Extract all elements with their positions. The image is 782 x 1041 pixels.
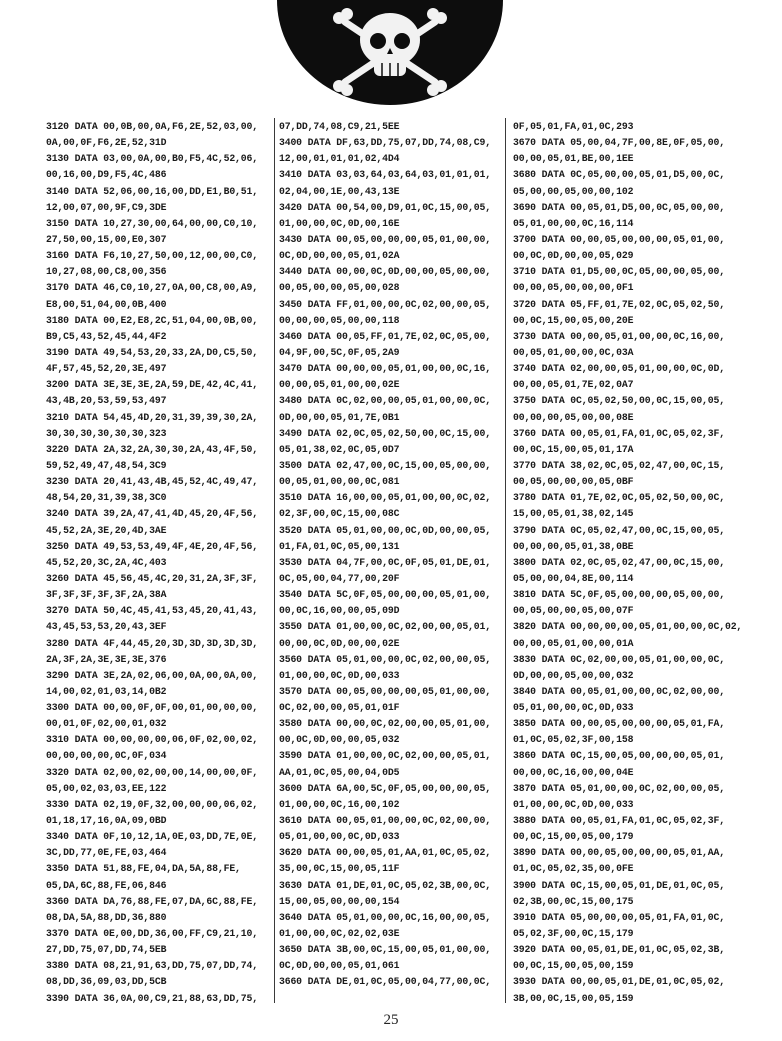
basic-data-line: 3850 DATA 00,00,05,00,00,00,05,01,FA,	[513, 718, 725, 730]
basic-data-line: 05,02,3F,00,0C,15,179	[513, 928, 634, 940]
basic-data-line: 3260 DATA 45,56,45,4C,20,31,2A,3F,3F,	[46, 572, 258, 584]
basic-data-line: 04,9F,00,5C,0F,05,2A9	[279, 346, 400, 358]
basic-data-line: 00,00,00,05,00,00,118	[279, 314, 400, 326]
basic-data-line: 05,00,00,05,00,00,102	[513, 185, 634, 197]
basic-data-line: 00,05,01,00,00,0C,081	[279, 476, 400, 488]
basic-data-line: 4F,57,45,52,20,3E,497	[46, 363, 167, 375]
basic-data-line: 00,05,01,00,00,0C,03A	[513, 346, 634, 358]
basic-data-line: 45,52,2A,3E,20,4D,3AE	[46, 524, 167, 536]
basic-data-line: 3240 DATA 39,2A,47,41,4D,45,20,4F,56,	[46, 508, 258, 520]
basic-data-line: 3790 DATA 0C,05,02,47,00,0C,15,00,05,	[513, 524, 725, 536]
basic-data-line: 3770 DATA 38,02,0C,05,02,47,00,0C,15,	[513, 459, 725, 471]
basic-data-line: 00,0C,15,00,05,00,179	[513, 831, 634, 843]
basic-data-line: E8,00,51,04,00,0B,400	[46, 298, 167, 310]
basic-data-line: 10,27,08,00,C8,00,356	[46, 266, 167, 278]
basic-data-line: 3690 DATA 00,05,01,D5,00,0C,05,00,00,	[513, 201, 725, 213]
basic-data-line: 3600 DATA 6A,00,5C,0F,05,00,00,00,05,	[279, 782, 491, 794]
basic-data-line: 48,54,20,31,39,38,3C0	[46, 492, 167, 504]
basic-data-line: 0D,00,00,05,00,00,032	[513, 669, 634, 681]
basic-data-line: 14,00,02,01,03,14,0B2	[46, 685, 167, 697]
basic-data-line: 3650 DATA 3B,00,0C,15,00,05,01,00,00,	[279, 944, 491, 956]
basic-data-line: 3150 DATA 10,27,30,00,64,00,00,C0,10,	[46, 217, 258, 229]
basic-data-line: 3800 DATA 02,0C,05,02,47,00,0C,15,00,	[513, 556, 725, 568]
basic-data-line: 3C,DD,77,0E,FE,03,464	[46, 847, 167, 859]
basic-data-line: 00,0C,0D,00,00,05,032	[279, 734, 400, 746]
basic-data-line: 0C,0D,00,00,05,01,061	[279, 960, 400, 972]
basic-data-line: 01,00,00,0C,0D,00,033	[513, 798, 634, 810]
basic-data-line: 3250 DATA 49,53,53,49,4F,4E,20,4F,56,	[46, 540, 258, 552]
basic-data-line: 3340 DATA 0F,10,12,1A,0E,03,DD,7E,0E,	[46, 831, 258, 843]
basic-data-line: 01,00,00,0C,0D,00,16E	[279, 217, 400, 229]
basic-data-line: 3660 DATA DE,01,0C,05,00,04,77,00,0C,	[279, 976, 491, 988]
basic-data-line: 3550 DATA 01,00,00,0C,02,00,00,05,01,	[279, 621, 491, 633]
listing-column-1	[46, 119, 271, 1007]
basic-data-line: 00,16,00,D9,F5,4C,486	[46, 169, 167, 181]
basic-data-line: 15,00,05,00,00,00,154	[279, 895, 400, 907]
basic-data-line: 05,01,00,00,0C,0D,033	[513, 702, 634, 714]
basic-data-line: 3420 DATA 00,54,00,D9,01,0C,15,00,05,	[279, 201, 491, 213]
basic-data-line: 3B,00,0C,15,00,05,159	[513, 992, 634, 1004]
basic-data-line: 3300 DATA 00,00,0F,0F,00,01,00,00,00,	[46, 702, 258, 714]
basic-data-line: 3580 DATA 00,00,0C,02,00,00,05,01,00,	[279, 718, 491, 730]
basic-data-line: 3920 DATA 00,05,01,DE,01,0C,05,02,3B,	[513, 944, 725, 956]
basic-data-line: 3820 DATA 00,00,00,00,05,01,00,00,0C,02,	[513, 621, 743, 633]
basic-data-line: 3170 DATA 46,C0,10,27,0A,00,C8,00,A9,	[46, 282, 258, 294]
basic-data-line: 3220 DATA 2A,32,2A,30,30,2A,43,4F,50,	[46, 443, 258, 455]
basic-data-line: 3310 DATA 00,00,00,00,06,0F,02,00,02,	[46, 734, 258, 746]
basic-data-line: 3460 DATA 00,05,FF,01,7E,02,0C,05,00,	[279, 330, 491, 342]
basic-data-line: 3840 DATA 00,05,01,00,00,0C,02,00,00,	[513, 685, 725, 697]
basic-data-line: 3280 DATA 4F,44,45,20,3D,3D,3D,3D,3D,	[46, 637, 258, 649]
basic-data-line: 3740 DATA 02,00,00,05,01,00,00,0C,0D,	[513, 363, 725, 375]
basic-data-line: 59,52,49,47,48,54,3C9	[46, 459, 167, 471]
basic-data-line: 3350 DATA 51,88,FE,04,DA,5A,88,FE,	[46, 863, 241, 875]
basic-data-line: 2A,3F,2A,3E,3E,3E,376	[46, 653, 167, 665]
basic-data-line: 3930 DATA 00,00,05,01,DE,01,0C,05,02,	[513, 976, 725, 988]
basic-data-line: 01,00,00,0C,0D,00,033	[279, 669, 400, 681]
basic-data-line: 30,30,30,30,30,30,323	[46, 427, 167, 439]
basic-data-line: 3320 DATA 02,00,02,00,00,14,00,00,0F,	[46, 766, 258, 778]
basic-data-line: 3200 DATA 3E,3E,3E,2A,59,DE,42,4C,41,	[46, 379, 258, 391]
basic-data-line: 00,0C,15,00,05,00,20E	[513, 314, 634, 326]
basic-data-line: 0D,00,00,05,01,7E,0B1	[279, 411, 400, 423]
basic-data-line: 01,0C,05,02,3F,00,158	[513, 734, 634, 746]
basic-data-line: 08,DD,36,09,03,DD,5CB	[46, 976, 167, 988]
basic-data-line: 3230 DATA 20,41,43,4B,45,52,4C,49,47,	[46, 476, 258, 488]
basic-data-line: 00,05,00,00,05,00,07F	[513, 605, 634, 617]
basic-data-line: 3560 DATA 05,01,00,00,0C,02,00,00,05,	[279, 653, 491, 665]
basic-data-line: 27,50,00,15,00,E0,307	[46, 233, 167, 245]
basic-data-line: 3450 DATA FF,01,00,00,0C,02,00,00,05,	[279, 298, 491, 310]
basic-data-line: 3710 DATA 01,D5,00,0C,05,00,00,05,00,	[513, 266, 725, 278]
listing-column-2	[279, 119, 497, 991]
basic-data-line: 3120 DATA 00,0B,00,0A,F6,2E,52,03,00,	[46, 121, 258, 132]
basic-data-line: 00,05,00,00,05,00,028	[279, 282, 400, 294]
basic-data-line: 00,00,00,00,0C,0F,034	[46, 750, 167, 762]
basic-data-line: 15,00,05,01,38,02,145	[513, 508, 634, 520]
basic-data-line: 3520 DATA 05,01,00,00,0C,0D,00,00,05,	[279, 524, 491, 536]
basic-data-line: 3590 DATA 01,00,00,0C,02,00,00,05,01,	[279, 750, 491, 762]
basic-data-line: 43,4B,20,53,59,53,497	[46, 395, 167, 407]
basic-data-line: 3870 DATA 05,01,00,00,0C,02,00,00,05,	[513, 782, 725, 794]
basic-data-line: 00,0C,15,00,05,01,17A	[513, 443, 634, 455]
basic-data-line: 3760 DATA 00,05,01,FA,01,0C,05,02,3F,	[513, 427, 725, 439]
basic-data-line: 02,3F,00,0C,15,00,08C	[279, 508, 400, 520]
basic-data-line: 35,00,0C,15,00,05,11F	[279, 863, 400, 875]
basic-data-line: 01,FA,01,0C,05,00,131	[279, 540, 400, 552]
basic-data-line: 43,45,53,53,20,43,3EF	[46, 621, 167, 633]
basic-data-line: 3400 DATA DF,63,DD,75,07,DD,74,08,C9,	[279, 137, 491, 149]
basic-data-line: 01,0C,05,02,35,00,0FE	[513, 863, 634, 875]
basic-data-line: 3900 DATA 0C,15,00,05,01,DE,01,0C,05,	[513, 879, 725, 891]
basic-data-line: 3530 DATA 04,7F,00,0C,0F,05,01,DE,01,	[279, 556, 491, 568]
basic-data-line: 3610 DATA 00,05,01,00,00,0C,02,00,00,	[279, 815, 491, 827]
basic-data-line: 3910 DATA 05,00,00,00,05,01,FA,01,0C,	[513, 911, 725, 923]
basic-data-line: 07,DD,74,08,C9,21,5EE	[279, 121, 400, 132]
basic-data-line: 12,00,01,01,01,02,4D4	[279, 153, 400, 165]
basic-data-line: AA,01,0C,05,00,04,0D5	[279, 766, 400, 778]
basic-data-line: 00,0C,0D,00,00,05,029	[513, 250, 634, 262]
column-divider	[274, 118, 275, 1003]
basic-data-line: 3810 DATA 5C,0F,05,00,00,00,05,00,00,	[513, 589, 725, 601]
column-divider	[505, 118, 506, 1003]
basic-data-line: 05,01,00,00,0C,16,114	[513, 217, 634, 229]
basic-data-line: 01,18,17,16,0A,09,0BD	[46, 815, 167, 827]
basic-data-line: 00,0C,16,00,00,05,09D	[279, 605, 400, 617]
basic-data-line: 00,00,0C,0D,00,00,02E	[279, 637, 400, 649]
basic-data-line: 27,DD,75,07,DD,74,5EB	[46, 944, 167, 956]
listing-column-3	[513, 119, 743, 1007]
basic-data-line: 00,00,05,00,00,00,0F1	[513, 282, 634, 294]
basic-data-line: 3880 DATA 00,05,01,FA,01,0C,05,02,3F,	[513, 815, 725, 827]
basic-data-line: 01,00,00,0C,02,02,03E	[279, 928, 400, 940]
basic-data-line: 3540 DATA 5C,0F,05,00,00,00,05,01,00,	[279, 589, 491, 601]
basic-data-line: 3860 DATA 0C,15,00,05,00,00,00,05,01,	[513, 750, 725, 762]
basic-data-line: 00,00,00,05,00,00,08E	[513, 411, 634, 423]
basic-data-line: 3680 DATA 0C,05,00,00,05,01,D5,00,0C,	[513, 169, 725, 181]
basic-data-line: 3370 DATA 0E,00,DD,36,00,FF,C9,21,10,	[46, 928, 258, 940]
basic-data-line: 3470 DATA 00,00,00,05,01,00,00,0C,16,	[279, 363, 491, 375]
basic-data-line: 0F,05,01,FA,01,0C,293	[513, 121, 634, 132]
basic-data-line: 3490 DATA 02,0C,05,02,50,00,0C,15,00,	[279, 427, 491, 439]
basic-data-line: 00,0C,15,00,05,00,159	[513, 960, 634, 972]
basic-data-line: 3720 DATA 05,FF,01,7E,02,0C,05,02,50,	[513, 298, 725, 310]
basic-data-line: 00,01,0F,02,00,01,032	[46, 718, 167, 730]
skull-and-crossbones-icon	[277, 0, 503, 105]
basic-data-line: 0C,0D,00,00,05,01,02A	[279, 250, 400, 262]
basic-data-line: 3700 DATA 00,00,05,00,00,00,05,01,00,	[513, 233, 725, 245]
basic-data-line: 05,DA,6C,88,FE,06,846	[46, 879, 167, 891]
basic-data-line: 3670 DATA 05,00,04,7F,00,8E,0F,05,00,	[513, 137, 725, 149]
basic-data-line: 3330 DATA 02,19,0F,32,00,00,00,06,02,	[46, 798, 258, 810]
basic-data-line: 0C,05,00,04,77,00,20F	[279, 572, 400, 584]
basic-data-line: 12,00,07,00,9F,C9,3DE	[46, 201, 167, 213]
basic-data-line: 01,00,00,0C,16,00,102	[279, 798, 400, 810]
basic-data-line: 3640 DATA 05,01,00,00,0C,16,00,00,05,	[279, 911, 491, 923]
basic-data-line: 3430 DATA 00,05,00,00,00,05,01,00,00,	[279, 233, 491, 245]
basic-data-line: 0C,02,00,00,05,01,01F	[279, 702, 400, 714]
basic-data-line: 00,05,00,00,00,05,0BF	[513, 476, 634, 488]
basic-data-line: 3750 DATA 0C,05,02,50,00,0C,15,00,05,	[513, 395, 725, 407]
basic-data-line: 3500 DATA 02,47,00,0C,15,00,05,00,00,	[279, 459, 491, 471]
basic-data-line: 05,00,02,03,03,EE,122	[46, 782, 167, 794]
page-number: 25	[383, 1012, 399, 1028]
basic-data-line: 3890 DATA 00,00,05,00,00,00,05,01,AA,	[513, 847, 725, 859]
basic-data-line: 3380 DATA 08,21,91,63,DD,75,07,DD,74,	[46, 960, 258, 972]
basic-data-line: 3570 DATA 00,05,00,00,00,05,01,00,00,	[279, 685, 491, 697]
basic-data-line: 3630 DATA 01,DE,01,0C,05,02,3B,00,0C,	[279, 879, 491, 891]
basic-data-line: 05,00,00,04,8E,00,114	[513, 572, 634, 584]
basic-data-line: 3130 DATA 03,00,0A,00,B0,F5,4C,52,06,	[46, 153, 258, 165]
basic-data-line: 3830 DATA 0C,02,00,00,05,01,00,00,0C,	[513, 653, 725, 665]
basic-data-line: 3210 DATA 54,45,4D,20,31,39,39,30,2A,	[46, 411, 258, 423]
basic-data-line: 45,52,20,3C,2A,4C,403	[46, 556, 167, 568]
basic-data-line: 00,00,05,01,7E,02,0A7	[513, 379, 634, 391]
basic-data-line: 3160 DATA F6,10,27,50,00,12,00,00,C0,	[46, 250, 258, 262]
basic-data-line: 3510 DATA 16,00,00,05,01,00,00,0C,02,	[279, 492, 491, 504]
basic-data-line: 3360 DATA DA,76,88,FE,07,DA,6C,88,FE,	[46, 895, 258, 907]
basic-data-line: 02,3B,00,0C,15,00,175	[513, 895, 634, 907]
basic-data-line: 3180 DATA 00,E2,E8,2C,51,04,00,0B,00,	[46, 314, 258, 326]
basic-data-line: 05,01,00,00,0C,0D,033	[279, 831, 400, 843]
basic-data-line: 05,01,38,02,0C,05,0D7	[279, 443, 400, 455]
basic-data-line: 00,00,05,01,00,00,01A	[513, 637, 634, 649]
basic-data-line: 3780 DATA 01,7E,02,0C,05,02,50,00,0C,	[513, 492, 725, 504]
basic-data-line: 3F,3F,3F,3F,3F,2A,38A	[46, 589, 167, 601]
basic-data-line: 3290 DATA 3E,2A,02,06,00,0A,00,0A,00,	[46, 669, 258, 681]
basic-data-line: 3440 DATA 00,00,0C,0D,00,00,05,00,00,	[279, 266, 491, 278]
basic-data-line: 3410 DATA 03,03,64,03,64,03,01,01,01,	[279, 169, 491, 181]
basic-data-line: 3730 DATA 00,00,05,01,00,00,0C,16,00,	[513, 330, 725, 342]
basic-data-line: 3480 DATA 0C,02,00,00,05,01,00,00,0C,	[279, 395, 491, 407]
basic-data-line: 00,00,05,01,BE,00,1EE	[513, 153, 634, 165]
basic-data-line: 0A,00,0F,F6,2E,52,31D	[46, 137, 167, 149]
basic-data-line: 08,DA,5A,88,DD,36,880	[46, 911, 167, 923]
basic-data-line: 02,04,00,1E,00,43,13E	[279, 185, 400, 197]
basic-data-line: 3190 DATA 49,54,53,20,33,2A,D0,C5,50,	[46, 346, 258, 358]
basic-data-line: 00,00,05,01,00,00,02E	[279, 379, 400, 391]
basic-data-line: 3390 DATA 36,0A,00,C9,21,88,63,DD,75,	[46, 992, 258, 1004]
basic-data-line: 3270 DATA 50,4C,45,41,53,45,20,41,43,	[46, 605, 258, 617]
basic-data-line: 00,00,00,05,01,38,0BE	[513, 540, 634, 552]
basic-data-line: 3620 DATA 00,00,05,01,AA,01,0C,05,02,	[279, 847, 491, 859]
basic-data-line: 3140 DATA 52,06,00,16,00,DD,E1,B0,51,	[46, 185, 258, 197]
basic-data-line: B9,C5,43,52,45,44,4F2	[46, 330, 167, 342]
basic-data-line: 00,00,0C,16,00,00,04E	[513, 766, 634, 778]
